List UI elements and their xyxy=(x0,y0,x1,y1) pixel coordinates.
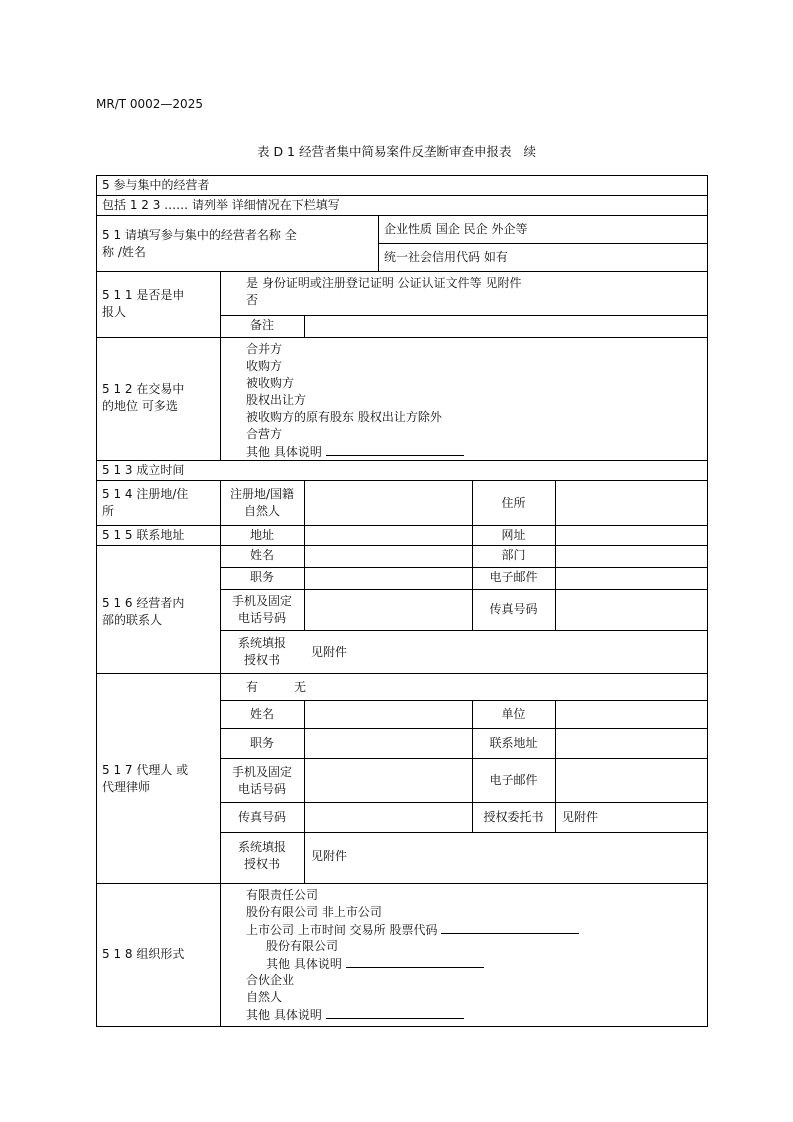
s516-email-label: 电子邮件 xyxy=(489,570,538,584)
s514-registration-label-line2: 自然人 xyxy=(243,504,280,518)
s517-authorization-label-line2: 授权书 xyxy=(243,857,280,871)
s512-option-other[interactable] xyxy=(246,443,464,461)
s517-email-label: 电子邮件 xyxy=(489,773,538,787)
s512-label-line1: 5 1 2 在交易中 xyxy=(102,382,185,396)
s515-website-label: 网址 xyxy=(501,528,526,542)
rule xyxy=(220,700,708,701)
s511-option-no[interactable]: 否 xyxy=(246,293,259,307)
s518-option-listed[interactable] xyxy=(246,921,579,939)
s517-phone-label-line2: 电话号码 xyxy=(237,782,286,796)
rule xyxy=(304,480,305,630)
s511-label-line1: 5 1 1 是否是申 xyxy=(102,288,185,302)
declaration-form-table xyxy=(96,175,708,1026)
s518-option-listed-jsc[interactable]: 股份有限公司 xyxy=(266,939,339,953)
rule xyxy=(96,883,708,884)
s517-option-no[interactable]: 无 xyxy=(294,680,307,694)
s517-fax-label: 传真号码 xyxy=(237,810,286,824)
s518-other-input-line[interactable] xyxy=(326,1006,464,1019)
s518-label: 5 1 8 组织形式 xyxy=(102,947,185,961)
s516-authorization-value: 见附件 xyxy=(311,645,348,659)
s516-phone-label-line2: 电话号码 xyxy=(237,611,286,625)
s511-remark-label: 备注 xyxy=(249,318,274,332)
s518-listed-other-input-line[interactable] xyxy=(346,955,484,968)
rule xyxy=(220,832,708,833)
s512-other-label: 其他 具体说明 xyxy=(246,445,322,459)
table-continued-label: 续 xyxy=(523,144,536,159)
s517-label-line1: 5 1 7 代理人 或 xyxy=(102,763,189,777)
s518-listed-input-line[interactable] xyxy=(441,921,579,934)
s512-option-original-shareholder[interactable]: 被收购方的原有股东 股权出让方除外 xyxy=(246,410,442,424)
s517-position-label: 职务 xyxy=(249,736,274,750)
s514-residence-label: 住所 xyxy=(501,496,526,510)
rule xyxy=(96,175,708,176)
rule xyxy=(707,175,708,1027)
s512-option-acquired[interactable]: 被收购方 xyxy=(246,376,295,390)
s518-listed-other-label: 其他 具体说明 xyxy=(266,957,342,971)
s518-option-llc[interactable]: 有限责任公司 xyxy=(246,888,319,902)
s518-option-natural-person[interactable]: 自然人 xyxy=(246,990,283,1004)
rule xyxy=(220,758,708,759)
s512-label-line2: 的地位 可多选 xyxy=(102,399,178,413)
rule xyxy=(96,337,708,338)
table-title-text: 表 D 1 经营者集中简易案件反垄断审查申报表 xyxy=(256,144,512,159)
s511-option-yes[interactable]: 是 身份证明或注册登记证明 公证认证文件等 见附件 xyxy=(246,276,522,290)
s516-authorization-label-line2: 授权书 xyxy=(243,653,280,667)
s511-remark-field[interactable] xyxy=(310,317,700,334)
s51-credit-code: 统一社会信用代码 如有 xyxy=(384,250,508,264)
rule xyxy=(378,215,379,271)
s512-other-input-line[interactable] xyxy=(326,443,464,456)
rule xyxy=(96,271,708,272)
rule xyxy=(220,567,708,568)
s514-label-line1: 5 1 4 注册地/住 xyxy=(102,487,189,501)
s511-label-line2: 报人 xyxy=(102,305,127,319)
s516-label-line2: 部的联系人 xyxy=(102,613,163,627)
rule xyxy=(304,700,305,883)
rule xyxy=(378,243,708,244)
s518-option-other[interactable] xyxy=(246,1006,464,1024)
s517-authorization-value: 见附件 xyxy=(311,849,348,863)
rule xyxy=(220,315,708,316)
rule xyxy=(96,1026,708,1027)
s515-address-label: 地址 xyxy=(249,528,274,542)
s517-power-of-attorney-label: 授权委托书 xyxy=(483,810,544,824)
s518-listed-label: 上市公司 上市时间 交易所 股票代码 xyxy=(246,923,438,937)
s513-label: 5 1 3 成立时间 xyxy=(102,463,185,477)
s517-label-line2: 代理律师 xyxy=(102,780,151,794)
s517-option-yes[interactable]: 有 xyxy=(246,680,259,694)
s517-unit-label: 单位 xyxy=(501,707,526,721)
s517-contact-address-label: 联系地址 xyxy=(489,736,538,750)
rule xyxy=(96,480,708,481)
s518-option-unlisted-jsc[interactable]: 股份有限公司 非上市公司 xyxy=(246,905,382,919)
rule xyxy=(96,673,708,674)
s512-option-joint-venture[interactable]: 合营方 xyxy=(246,427,283,441)
section-5-heading: 5 参与集中的经营者 xyxy=(102,178,210,192)
rule xyxy=(220,802,708,803)
s516-phone-label-line1: 手机及固定 xyxy=(231,594,292,608)
s516-position-label: 职务 xyxy=(249,570,274,584)
s517-phone-label-line1: 手机及固定 xyxy=(231,765,292,779)
rule xyxy=(96,525,708,526)
s514-label-line2: 所 xyxy=(102,504,115,518)
s51-label-line2: 称 /姓名 xyxy=(102,245,146,259)
rule xyxy=(96,175,97,1027)
s514-registration-label-line1: 注册地/国籍 xyxy=(229,487,295,501)
rule xyxy=(220,728,708,729)
rule xyxy=(220,630,708,631)
s512-option-acquirer[interactable]: 收购方 xyxy=(246,359,283,373)
s516-department-label: 部门 xyxy=(501,548,526,562)
rule xyxy=(304,315,305,337)
s515-label: 5 1 5 联系地址 xyxy=(102,528,185,542)
rule xyxy=(220,589,708,590)
rule xyxy=(96,195,708,196)
s516-name-label: 姓名 xyxy=(249,548,274,562)
s517-power-of-attorney-value: 见附件 xyxy=(562,810,599,824)
s517-name-label: 姓名 xyxy=(249,707,274,721)
standard-number: MR/T 0002—2025 xyxy=(96,97,203,111)
s518-option-listed-other[interactable] xyxy=(266,955,484,973)
rule xyxy=(555,480,556,630)
section-5-note: 包括 1 2 3 …… 请列举 详细情况在下栏填写 xyxy=(102,198,340,212)
rule xyxy=(96,215,708,216)
rule xyxy=(220,271,221,460)
s51-label-line1: 5 1 请填写参与集中的经营者名称 全 xyxy=(102,228,297,242)
s518-other-label: 其他 具体说明 xyxy=(246,1008,322,1022)
s51-enterprise-nature: 企业性质 国企 民企 外企等 xyxy=(384,222,528,236)
rule xyxy=(555,700,556,832)
s516-label-line1: 5 1 6 经营者内 xyxy=(102,596,185,610)
s517-authorization-label-line1: 系统填报 xyxy=(237,840,286,854)
s512-option-transferor[interactable]: 股权出让方 xyxy=(246,393,307,407)
s516-authorization-label-line1: 系统填报 xyxy=(237,636,286,650)
rule xyxy=(96,545,708,546)
s518-option-partnership[interactable]: 合伙企业 xyxy=(246,973,295,987)
s516-fax-label: 传真号码 xyxy=(489,602,538,616)
s512-option-merger[interactable]: 合并方 xyxy=(246,342,283,356)
table-title xyxy=(0,142,793,160)
